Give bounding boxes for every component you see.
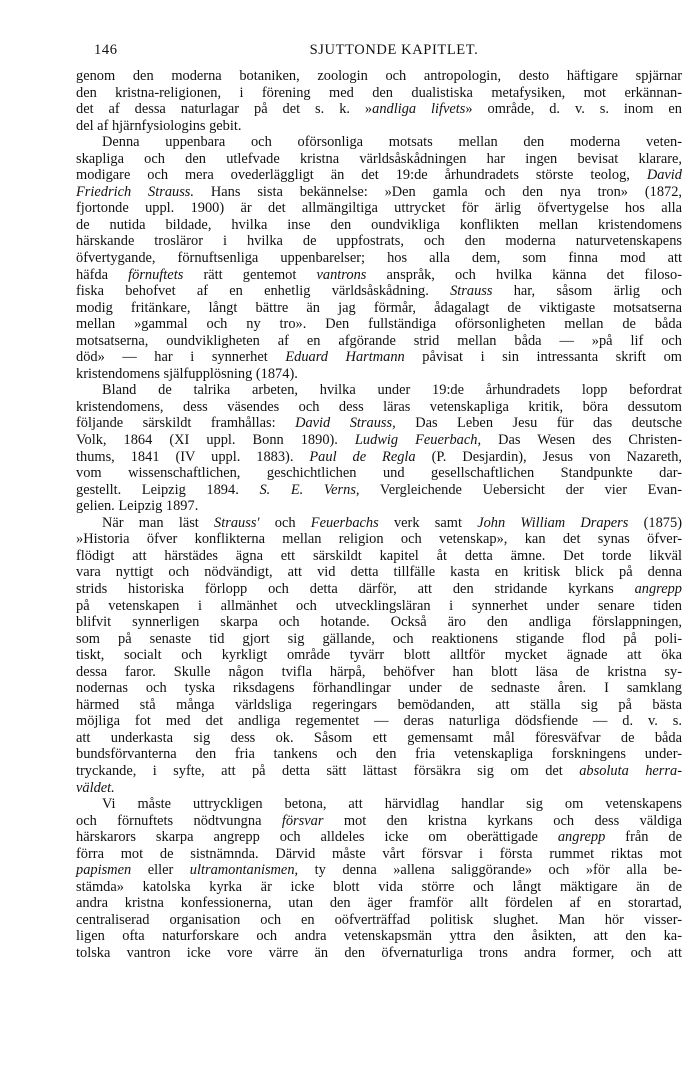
text-segment: den kristna-religionen, i förening med den dualistiska metafysiken, mot erkännan- [76,84,682,101]
text-line [76,598,682,615]
text-segment: tolska vantron icke vore värre än den öfvernaturliga trons andra former, och att [76,944,682,961]
text-segment: död» — har i synnerhet [76,349,286,366]
text-line [76,482,682,499]
text-segment: Bland de talrika arbeten, hvilka under 19:de århundradets lopp befordrat [102,382,682,399]
text-segment: förra mot de sistnämnda. Därvid måste vårt försvar i första rummet riktas mot [76,845,682,862]
text-segment: härmed stå många världsliga regeringars bemödanden, att ställa sig på bästa [76,696,682,713]
text-line [76,366,682,383]
text-segment: och förnuftets nödtvungna [76,812,282,829]
text-line [76,548,682,565]
text-line [76,498,682,515]
page-number: 146 [94,42,118,58]
text-line [76,283,682,300]
italic-text: angrepp [557,829,606,846]
text-line [76,945,682,962]
text-segment: påvisat i sin intressanta skrift om [404,349,682,366]
text-line [76,382,682,399]
text-line [76,895,682,912]
italic-text: David [646,167,682,184]
text-segment: strids historiska förlopp och detta därför, att den stridande kyrkans [76,580,635,597]
text-segment: nodernas och tyska riksdagens förhandlingar under de sednaste åren. I samklang [76,680,682,697]
text-line [76,928,682,945]
text-segment: andra kristna konfessionerna, utan den äger framför allt fördelen af en storartad, [76,895,682,912]
text-segment: vara nyttigt och nödvändigt, att vid detta tillfälle kasta en kritisk blick på denna [76,564,682,581]
text-segment: bundsförvanterna den fria tankens och den fria vetenskapliga forskningens under- [76,746,682,763]
text-line [76,829,682,846]
text-line [76,167,682,184]
text-line [76,399,682,416]
body-text [76,68,682,962]
text-line [76,118,682,135]
italic-text: angrepp [634,580,682,597]
text-line [76,316,682,333]
text-segment: När man läst [102,514,215,531]
text-segment: tryckande, i syfte, att på detta sätt lättast försäkra sig om det [76,762,580,779]
text-line [76,581,682,598]
text-segment: kristendomens, dess väsendes och dess läras vetenskapliga kritik, böra dessutom [76,398,682,415]
text-segment: fjortonde uppl. 1900) är det allmängiltiga uttrycket för ärlig öfvertygelse hos alla [76,200,682,217]
text-line [76,465,682,482]
text-segment: har, såsom ärlig och [492,283,682,300]
italic-text: Strauss' [214,514,260,531]
text-segment: att underkasta sig dess ok. Såsom ett gemensamt mål föresväfvar de båda [76,729,682,746]
text-segment: vom wissenschaftlichen, geschichtlichen und gesellschaftlichen Standpunkte dar- [76,465,682,482]
text-segment: det af dessa naturlagar på det s. k. » [76,101,373,118]
italic-text: absoluta herra- [579,762,682,779]
text-line [76,730,682,747]
italic-text: Eduard Hartmann [285,349,405,366]
text-line [76,515,682,532]
text-segment: modig fritänkare, långt bättre än jag förmår, ådagalagt de viktigaste motsatserna [76,299,682,316]
text-line [76,664,682,681]
italic-text: David Strauss, [295,415,396,432]
text-segment: tiskt, socialt och kyrkligt område tyvärr blott alltför mycket ägnade att öka [76,647,682,664]
text-line [76,713,682,730]
text-segment: anspråk, och hvilka känna det filoso- [366,266,682,283]
text-segment: dessa faror. Skulle någon tvifla härpå, behöfver han blott läsa de kristna sy- [76,663,682,680]
text-segment: Das Leben Jesu für das deutsche [395,415,683,432]
text-segment: möjliga fot med det andliga regementet — deras naturliga dödsfiende — d. v. s. [76,713,682,730]
text-segment: Hans sista bekännelse: »Den gamla och den nya tron» (1872, [194,183,683,200]
page-header [76,42,682,64]
text-segment: modigare och mera ovederläggligt än det 19:de århundradets störste teolog, [76,167,647,184]
text-segment: blifvit synnerligen skarpa och hotande. Också äro den andliga förslappningen, [76,614,682,631]
text-segment: motsatserna, oundvikligheten af en afgörande strid mellan båda — »på lif och [76,332,682,349]
text-segment: thums, 1841 (IV uppl. 1883). [76,448,310,465]
text-segment: stämda» katolska kyrka är icke blott vida större och långt mäktigare än de [76,878,682,895]
text-line [76,614,682,631]
text-line [76,912,682,929]
italic-text: John William Drapers [477,514,629,531]
text-line [76,796,682,813]
text-segment: de nutida bildade, hvilka inse den oundvikliga konflikten mellan kristendomens [76,216,682,233]
italic-text: S. E. Verns, [259,481,360,498]
italic-text: Ludwig Feuerbach, [354,432,482,449]
text-segment: som på senaste tid gjort sig gällande, och reaktionens stigande flod på poli- [76,630,682,647]
italic-text: ultramontanismen, [189,862,299,879]
text-line [76,647,682,664]
text-line [76,846,682,863]
text-segment: centraliserad organisation och en oöfverträffad politisk slughet. Man hör visser- [76,911,682,928]
text-line [76,449,682,466]
text-line [76,200,682,217]
text-segment: flödigt att härstädes ägna ett särskildt kapitel åt detta ämne. Det torde likväl [76,547,682,564]
text-segment: »Historia öfver konflikterna mellan religion och vetenskap», kan det synas öfver- [76,531,682,548]
text-segment: och [259,514,311,531]
text-segment: häfda [76,266,129,283]
text-segment: Denna uppenbara och oförsonliga motsats mellan den moderna veten- [102,134,682,151]
running-title: SJUTTONDE KAPITLET. [309,42,479,58]
text-segment: rätt gentemot [183,266,317,283]
text-segment: (P. Desjardin), Jesus von Nazareth, [415,448,682,465]
italic-text: väldet. [76,779,115,796]
text-line [76,184,682,201]
text-segment: följande särskildt framhållas: [76,415,296,432]
text-line [76,415,682,432]
text-segment: härskande trosläror i hvilka de uppfostrats, och den moderna naturvetenskapens [76,233,682,250]
text-segment: mot den kristna kyrkans och dess väldiga [323,812,682,829]
italic-text: försvar [281,812,324,829]
text-line [76,134,682,151]
text-segment: fiska behofvet af en enhetlig världsåskådning. [76,283,451,300]
text-line [76,300,682,317]
text-segment: Volk, 1864 (XI uppl. Bonn 1890). [76,432,355,449]
book-page [76,42,682,962]
text-segment: Vi måste uttryckligen betona, att härvidlag handlar sig om vetenskapens [102,796,682,813]
italic-text: Paul de Regla [309,448,416,465]
text-segment: ligen ofta naturforskare och andra vetenskapsmän yttra den åsikten, att den ka- [76,928,682,945]
text-line [76,250,682,267]
italic-text: Strauss [450,283,493,300]
text-segment: skapliga och den utlefvade kristna världsåskådningen har ingen bevisat klarare, [76,150,682,167]
text-segment: öfvertygande, förnuftsenliga uppenbarelser; hos alla dem, som finna mod att [76,250,682,267]
text-segment: mellan »gammal och ny tro». Den fullständiga oförsonligheten mellan de båda [76,316,682,333]
italic-text: Feuerbachs [310,514,379,531]
text-segment: del af hjärnfysiologins gebit. [76,117,242,134]
text-line [76,101,682,118]
text-segment: » område, d. v. s. inom en [465,101,682,118]
text-line [76,780,682,797]
italic-text: andliga lifvets [372,101,466,118]
text-segment: genom den moderna botaniken, zoologin och antropologin, desto häftigare spjärnar [76,68,682,84]
text-segment: härskarors skarpa angrepp och alldeles icke om oberättigade [76,829,558,846]
text-segment: på vetenskapen i allmänhet och utvecklingsläran i synnerhet under senare tiden [76,597,682,614]
text-line [76,763,682,780]
text-segment: ty denna »allena saliggörande» och »för alla be- [298,862,682,879]
text-segment: Vergleichende Uebersicht der vier Evan- [359,481,682,498]
italic-text: Friedrich Strauss. [76,183,195,200]
text-line [76,564,682,581]
text-segment: verk samt [378,514,478,531]
text-line [76,631,682,648]
text-line [76,746,682,763]
text-segment: (1875) [628,514,682,531]
text-line [76,333,682,350]
text-line [76,862,682,879]
text-line [76,233,682,250]
text-line [76,680,682,697]
text-line [76,85,682,102]
text-line [76,879,682,896]
text-line [76,68,682,85]
text-segment: kristendomens själfupplösning (1874). [76,365,298,382]
text-line [76,267,682,284]
text-segment: från de [605,829,682,846]
text-segment: Das Wesen des Christen- [481,432,682,449]
text-line [76,697,682,714]
text-line [76,813,682,830]
text-line [76,349,682,366]
italic-text: papismen [76,862,132,879]
italic-text: vantrons [316,266,367,283]
text-line [76,217,682,234]
text-segment: eller [131,862,190,879]
text-segment: gelien. Leipzig 1897. [76,498,199,515]
text-line [76,432,682,449]
text-line [76,531,682,548]
italic-text: förnuftets [128,266,184,283]
text-segment: gestellt. Leipzig 1894. [76,481,260,498]
text-line [76,151,682,168]
